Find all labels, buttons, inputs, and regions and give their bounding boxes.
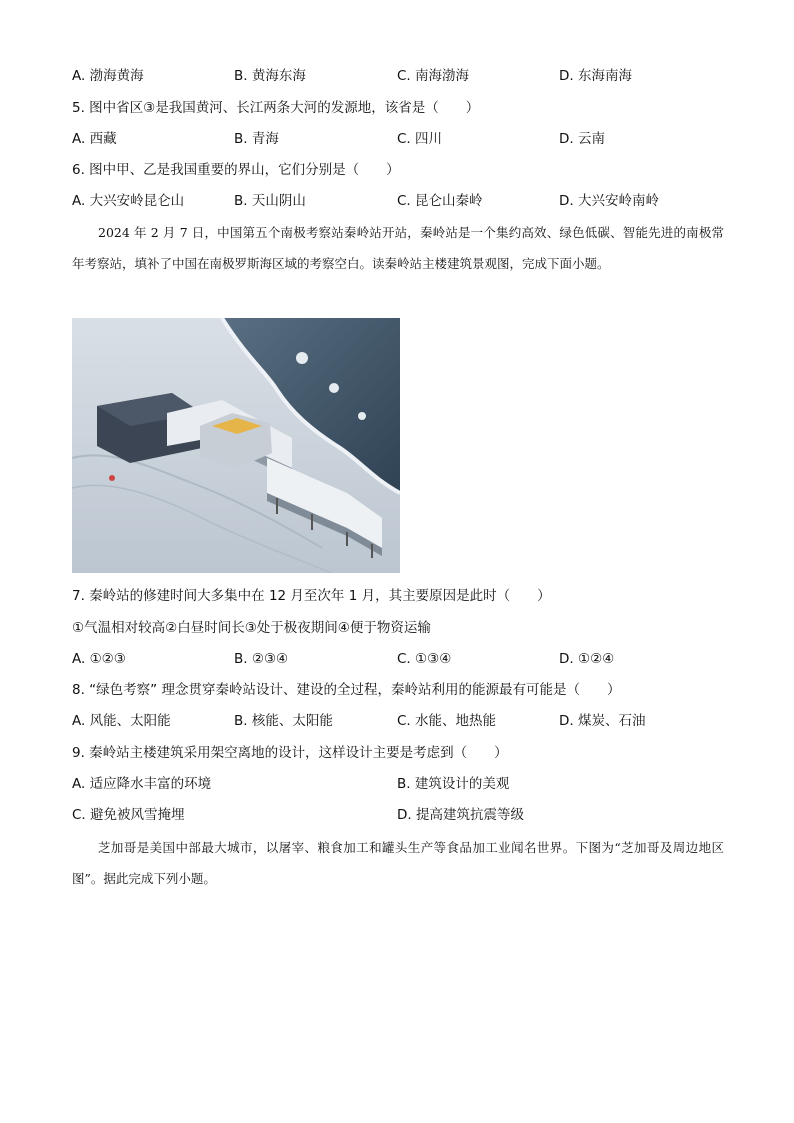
passage-qinling-text: 2024 年 2 月 7 日，中国第五个南极考察站秦岭站开站，秦岭站是一个集约高效、绿色低碳、智能先进的南极常年考察站，填补了中国在南极罗斯海区域的考察空白。读秦岭站主楼建筑景观图，完成下面小题。 [72, 225, 724, 271]
q5-option-d: D. 云南 [559, 131, 605, 147]
q9-question-row [0, 742, 794, 764]
q8-question-row [0, 679, 794, 701]
q7-option-a: A. ①②③ [72, 651, 126, 667]
q7-question: 7. 秦岭站的修建时间大多集中在 12 月至次年 1 月，其主要原因是此时（ ） [72, 588, 551, 604]
q5-question-row [0, 97, 794, 119]
q5-question: 5. 图中省区③是我国黄河、长江两条大河的发源地，该省是（ ） [72, 100, 480, 116]
q8-option-d: D. 煤炭、石油 [559, 713, 646, 729]
q7-option-c: C. ①③④ [397, 651, 452, 667]
q6-option-b: B. 天山阴山 [234, 193, 306, 209]
passage-chicago-text: 芝加哥是美国中部最大城市，以屠宰、粮食加工和罐头生产等食品加工业闻名世界。下图为“芝加哥及周边地区图”。据此完成下列小题。 [72, 840, 724, 886]
q6-question: 6. 图中甲、乙是我国重要的界山，它们分别是（ ） [72, 162, 400, 178]
q4-options-row [0, 65, 794, 87]
q5-option-b: B. 青海 [234, 131, 279, 147]
q8-option-c: C. 水能、地热能 [397, 713, 497, 729]
q9-question: 9. 秦岭站主楼建筑采用架空离地的设计，这样设计主要是考虑到（ ） [72, 745, 508, 761]
q9-option-c: C. 避免被风雪掩埋 [72, 807, 185, 823]
passage-chicago [72, 832, 724, 894]
q9-option-b: B. 建筑设计的美观 [397, 776, 510, 792]
q8-options-row [0, 710, 794, 732]
q8-question: 8. “绿色考察” 理念贯穿秦岭站设计、建设的全过程，秦岭站利用的能源最有可能是（ ） [72, 682, 621, 698]
station-illustration [72, 318, 400, 573]
q7-statements: ①气温相对较高②白昼时间长③处于极夜期间④便于物资运输 [72, 620, 431, 636]
q4-option-c: C. 南海渤海 [397, 68, 470, 84]
q7-option-b: B. ②③④ [234, 651, 289, 667]
q8-option-a: A. 风能、太阳能 [72, 713, 171, 729]
q5-options-row [0, 128, 794, 150]
q5-option-c: C. 四川 [397, 131, 443, 147]
q9-options-row-1 [0, 773, 794, 795]
q6-option-d: D. 大兴安岭南岭 [559, 193, 659, 209]
q4-option-d: D. 东海南海 [559, 68, 632, 84]
qinling-station-photo [72, 318, 400, 573]
q4-option-b: B. 黄海东海 [234, 68, 306, 84]
q7-question-row [0, 585, 794, 607]
q6-option-a: A. 大兴安岭昆仑山 [72, 193, 185, 209]
q6-option-c: C. 昆仑山秦岭 [397, 193, 483, 209]
q5-option-a: A. 西藏 [72, 131, 117, 147]
q7-option-d: D. ①②④ [559, 651, 615, 667]
q9-option-d: D. 提高建筑抗震等级 [397, 807, 524, 823]
q7-options-row [0, 648, 794, 670]
q6-question-row [0, 159, 794, 181]
q8-option-b: B. 核能、太阳能 [234, 713, 333, 729]
q4-option-a: A. 渤海黄海 [72, 68, 144, 84]
q6-options-row [0, 190, 794, 212]
q9-options-row-2 [0, 804, 794, 826]
passage-qinling-station [72, 217, 724, 279]
q9-option-a: A. 适应降水丰富的环境 [72, 776, 212, 792]
q7-statements-row [0, 617, 794, 639]
